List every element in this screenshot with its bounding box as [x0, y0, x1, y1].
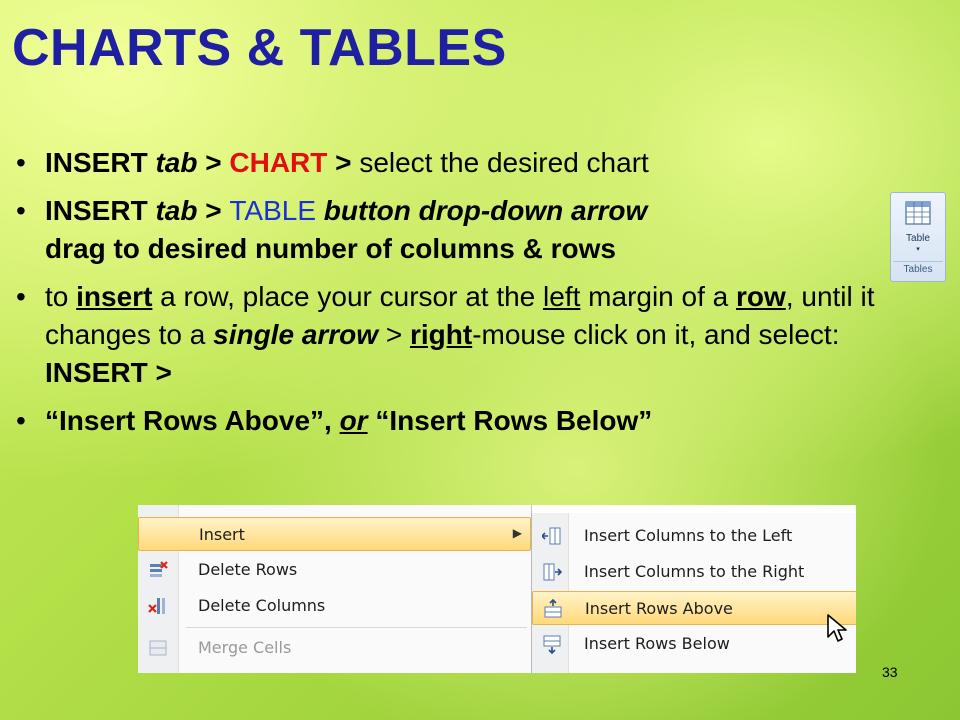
menu-item-insert[interactable]: [138, 517, 531, 551]
insert-columns-right-icon: [542, 562, 562, 582]
submenu-item-label: Insert Rows Above: [585, 599, 733, 618]
keyword-right: right: [409, 319, 473, 350]
arrow-sep: >: [197, 147, 230, 178]
keyword-single-arrow: single arrow: [213, 319, 379, 350]
submenu-item-insert-columns-left[interactable]: [532, 519, 856, 553]
submenu-item-insert-rows-above[interactable]: [532, 591, 856, 625]
bullet-list: [16, 144, 946, 450]
arrow-sep: >: [327, 147, 360, 178]
ribbon-group-label: Tables: [893, 261, 943, 278]
keyword-insert: INSERT: [45, 195, 156, 226]
bullet-insert-row: [16, 278, 946, 392]
slide-title: CHARTS & TABLES: [12, 19, 507, 77]
menu-item-merge-cells: [138, 631, 531, 665]
keyword-insert-menu: INSERT >: [45, 357, 172, 388]
menu-item-label: Insert: [199, 525, 245, 544]
bullet-insert-rows-options: [16, 402, 946, 440]
bullet-dot: •: [16, 147, 26, 178]
menu-item-label: Merge Cells: [198, 638, 292, 657]
keyword-tab: tab: [155, 147, 198, 178]
bullet-text: select the desired chart: [359, 147, 649, 178]
bullet-insert-chart: [16, 144, 946, 182]
context-menu-screenshot: [138, 505, 856, 673]
bullet-text: “Insert Rows Above”,: [45, 405, 340, 436]
menu-item-delete-columns[interactable]: [138, 589, 531, 623]
menu-item-label: Delete Columns: [198, 596, 326, 615]
bullet-text: , until it changes to a: [45, 281, 875, 350]
table-grid-icon: [905, 201, 931, 225]
keyword-or: or: [339, 405, 368, 436]
context-menu: [138, 505, 532, 673]
menu-separator: [186, 627, 527, 628]
bullet-text: “Insert Rows Below”: [367, 405, 653, 436]
bullet-insert-table: [16, 192, 946, 268]
bullet-dot: •: [16, 281, 26, 312]
bullet-text: drag to desired number of columns & rows: [45, 233, 616, 264]
keyword-table: TABLE: [229, 195, 317, 226]
bullet-dot: •: [16, 195, 26, 226]
merge-cells-icon: [148, 638, 168, 658]
insert-submenu: [531, 513, 856, 673]
submenu-item-label: Insert Rows Below: [584, 634, 730, 653]
delete-columns-icon: [148, 596, 168, 616]
delete-rows-icon: [148, 560, 168, 580]
bullet-text: margin of a: [580, 281, 737, 312]
insert-rows-above-icon: [543, 599, 563, 619]
submenu-arrow-icon: ▶: [512, 526, 522, 540]
menu-item-delete-rows[interactable]: [138, 553, 531, 587]
arrow-sep: >: [197, 195, 230, 226]
insert-columns-left-icon: [542, 526, 562, 546]
insert-icon: [149, 525, 169, 545]
keyword-chart: CHART: [229, 147, 328, 178]
submenu-item-label: Insert Columns to the Left: [584, 526, 793, 545]
mouse-cursor-icon: [826, 613, 848, 643]
dropdown-arrow-icon[interactable]: ▾: [916, 246, 920, 253]
keyword-insert: INSERT: [45, 147, 156, 178]
bullet-text: to: [45, 281, 77, 312]
bullet-text: -mouse click on it, and select:: [472, 319, 840, 350]
keyword-row: row: [736, 281, 786, 312]
page-number: 33: [882, 664, 898, 680]
arrow-sep: >: [378, 319, 410, 350]
submenu-item-insert-columns-right[interactable]: [532, 555, 856, 589]
submenu-item-insert-rows-below[interactable]: [532, 627, 856, 661]
insert-rows-below-icon: [542, 634, 562, 654]
bullet-text: a row, place your cursor at the: [152, 281, 544, 312]
menu-item-label: Delete Rows: [198, 560, 298, 579]
keyword-tab: tab: [155, 195, 198, 226]
keyword-left: left: [543, 281, 581, 312]
keyword-insert-underlined: insert: [76, 281, 153, 312]
ribbon-tables-group: [890, 192, 946, 282]
table-button-label: Table: [906, 233, 930, 244]
bullet-dot: •: [16, 405, 26, 436]
submenu-item-label: Insert Columns to the Right: [584, 562, 805, 581]
bullet-text: button drop-down arrow: [316, 195, 648, 226]
